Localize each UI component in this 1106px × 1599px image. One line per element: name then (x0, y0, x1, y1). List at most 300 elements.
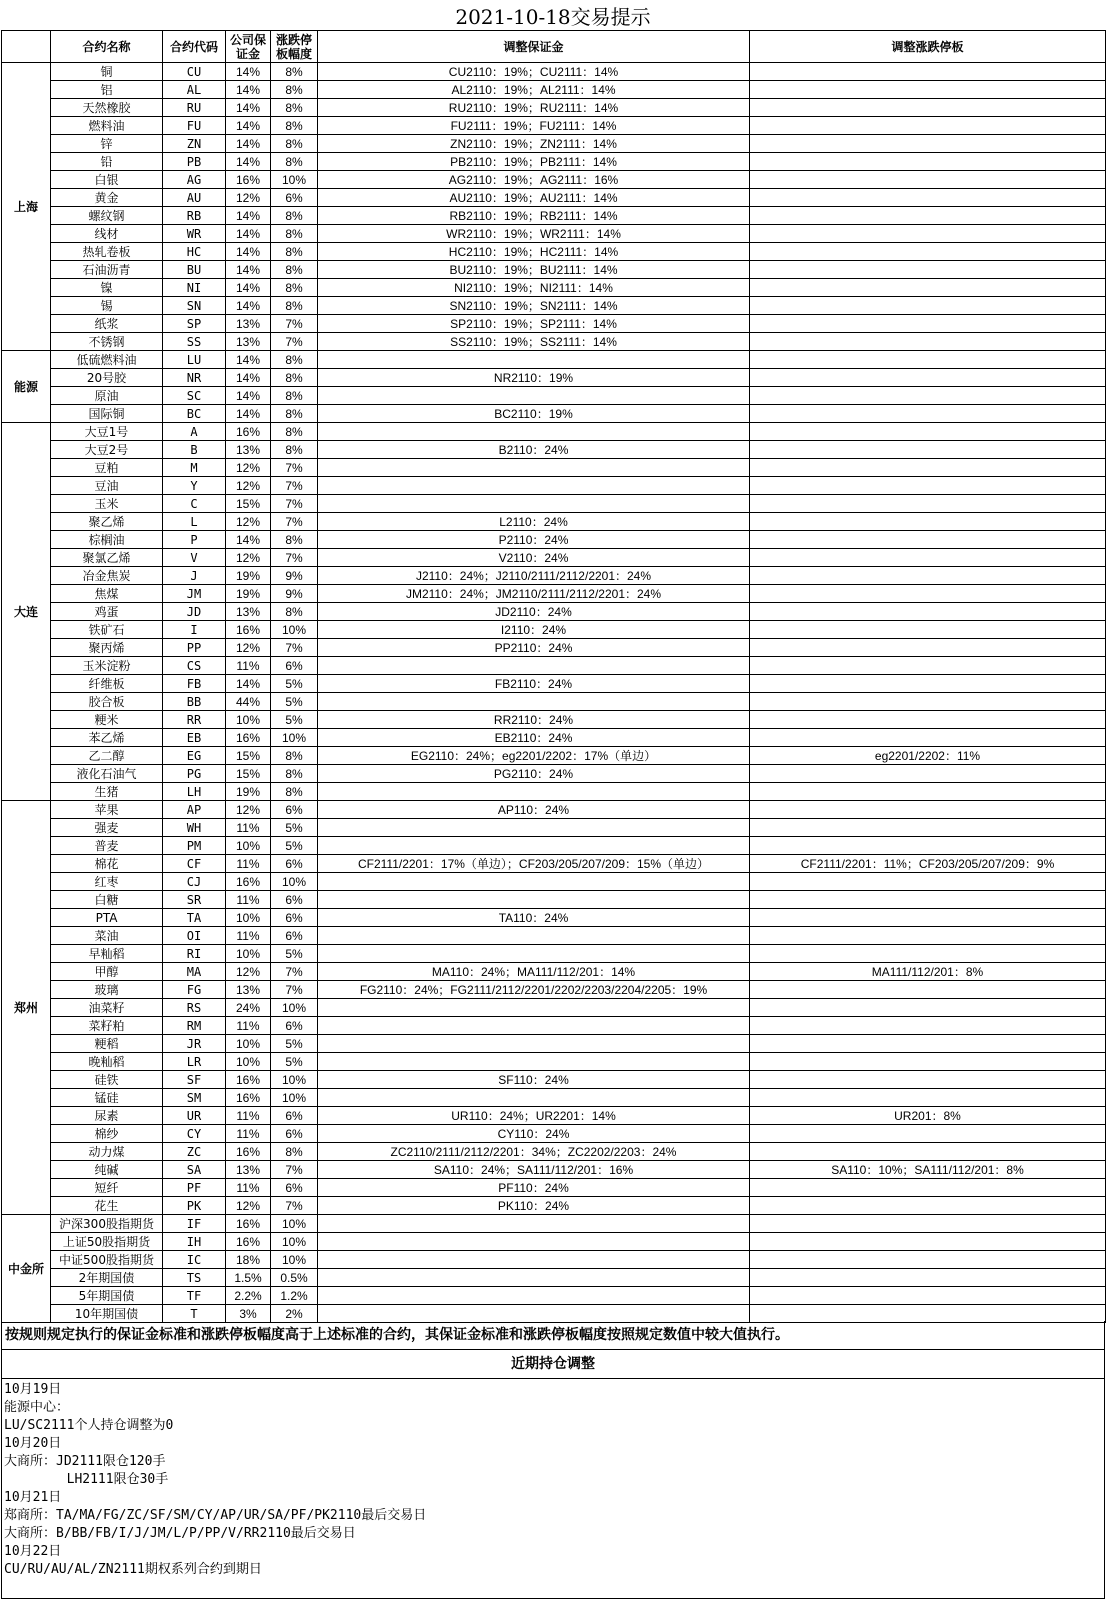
adjusted-margin-cell: JD2110：24% (318, 603, 750, 621)
contract-code-cell: CS (163, 657, 226, 675)
adjusted-margin-cell (318, 783, 750, 801)
margin-cell: 11% (226, 855, 271, 873)
adjusted-margin-cell: FU2111：19%；FU2111：14% (318, 117, 750, 135)
limit-cell: 8% (271, 387, 318, 405)
contract-code-cell: SA (163, 1161, 226, 1179)
table-row (2, 819, 1106, 837)
adjusted-limit-cell (750, 693, 1106, 711)
margin-cell: 11% (226, 1179, 271, 1197)
adjusted-limit-cell (750, 729, 1106, 747)
limit-cell: 0.5% (271, 1269, 318, 1287)
margin-cell: 16% (226, 1071, 271, 1089)
contract-code-cell: NR (163, 369, 226, 387)
table-row (2, 1251, 1106, 1269)
table-row (2, 63, 1106, 81)
contract-code-cell: IH (163, 1233, 226, 1251)
adjusted-limit-cell (750, 837, 1106, 855)
contract-code-cell: CY (163, 1125, 226, 1143)
margin-cell: 13% (226, 441, 271, 459)
table-row (2, 981, 1106, 999)
adjusted-limit-cell: CF2111/2201：11%；CF203/205/207/209：9% (750, 855, 1106, 873)
adjusted-limit-cell (750, 405, 1106, 423)
adjusted-margin-cell (318, 1089, 750, 1107)
limit-cell: 7% (271, 1197, 318, 1215)
contract-code-cell: Y (163, 477, 226, 495)
limit-cell: 7% (271, 495, 318, 513)
contract-name-cell: 铁矿石 (51, 621, 163, 639)
adjusted-margin-cell: RU2110：19%；RU2111：14% (318, 99, 750, 117)
limit-cell: 8% (271, 531, 318, 549)
table-row (2, 783, 1106, 801)
table-row (2, 1161, 1106, 1179)
adjusted-margin-cell (318, 819, 750, 837)
table-row (2, 621, 1106, 639)
adjusted-margin-cell: MA110：24%；MA111/112/201：14% (318, 963, 750, 981)
contract-code-cell: LH (163, 783, 226, 801)
contract-name-cell: 鸡蛋 (51, 603, 163, 621)
adjusted-limit-cell (750, 63, 1106, 81)
margin-cell: 10% (226, 909, 271, 927)
limit-cell: 5% (271, 693, 318, 711)
limit-cell: 7% (271, 981, 318, 999)
contract-name-cell: 尿素 (51, 1107, 163, 1125)
adjusted-limit-cell (750, 279, 1106, 297)
contract-name-cell: 螺纹钢 (51, 207, 163, 225)
limit-cell: 8% (271, 207, 318, 225)
table-row (2, 1197, 1106, 1215)
exchange-cell: 大连 (2, 423, 51, 801)
adjusted-limit-cell (750, 1233, 1106, 1251)
adjusted-margin-cell: PG2110：24% (318, 765, 750, 783)
contract-code-cell: M (163, 459, 226, 477)
limit-cell: 8% (271, 747, 318, 765)
adjusted-limit-cell (750, 351, 1106, 369)
limit-cell: 8% (271, 441, 318, 459)
table-row (2, 1179, 1106, 1197)
margin-cell: 16% (226, 171, 271, 189)
position-line: CU/RU/AU/AL/ZN2111期权系列合约到期日 (4, 1562, 262, 1577)
adjusted-limit-cell (750, 441, 1106, 459)
contract-code-cell: CU (163, 63, 226, 81)
limit-cell: 7% (271, 549, 318, 567)
contract-code-cell: NI (163, 279, 226, 297)
position-line: 能源中心： (4, 1400, 70, 1415)
contract-name-cell: 天然橡胶 (51, 99, 163, 117)
exchange-cell: 中金所 (2, 1215, 51, 1323)
table-row (2, 801, 1106, 819)
contract-name-cell: 中证500股指期货 (51, 1251, 163, 1269)
adjusted-margin-cell: V2110：24% (318, 549, 750, 567)
limit-cell: 10% (271, 873, 318, 891)
position-line: 大商所：JD2111限仓120手 (4, 1454, 166, 1469)
adjusted-margin-cell (318, 1251, 750, 1269)
table-row (2, 477, 1106, 495)
contract-code-cell: RS (163, 999, 226, 1017)
margin-cell: 14% (226, 369, 271, 387)
header-code: 合约代码 (163, 31, 226, 63)
margin-cell: 12% (226, 963, 271, 981)
margin-cell: 11% (226, 1017, 271, 1035)
contract-name-cell: 花生 (51, 1197, 163, 1215)
adjusted-margin-cell: TA110：24% (318, 909, 750, 927)
table-row (2, 639, 1106, 657)
limit-cell: 5% (271, 837, 318, 855)
table-row (2, 135, 1106, 153)
adjusted-margin-cell: B2110：24% (318, 441, 750, 459)
contract-name-cell: 红枣 (51, 873, 163, 891)
table-row (2, 81, 1106, 99)
contract-code-cell: EB (163, 729, 226, 747)
margin-cell: 12% (226, 639, 271, 657)
adjusted-limit-cell (750, 513, 1106, 531)
adjusted-margin-cell: P2110：24% (318, 531, 750, 549)
contract-name-cell: 20号胶 (51, 369, 163, 387)
contract-code-cell: SF (163, 1071, 226, 1089)
contract-name-cell: 聚丙烯 (51, 639, 163, 657)
table-row (2, 1215, 1106, 1233)
adjusted-margin-cell: AP110：24% (318, 801, 750, 819)
contract-code-cell: SR (163, 891, 226, 909)
exchange-cell: 上海 (2, 63, 51, 351)
contract-name-cell: 胶合板 (51, 693, 163, 711)
adjusted-margin-cell (318, 477, 750, 495)
table-row (2, 873, 1106, 891)
contract-name-cell: 热轧卷板 (51, 243, 163, 261)
margin-cell: 10% (226, 1035, 271, 1053)
margin-cell: 14% (226, 99, 271, 117)
table-row (2, 315, 1106, 333)
adjusted-limit-cell (750, 549, 1106, 567)
adjusted-margin-cell: BU2110：19%；BU2111：14% (318, 261, 750, 279)
table-row (2, 1071, 1106, 1089)
contract-name-cell: 硅铁 (51, 1071, 163, 1089)
margin-cell: 14% (226, 297, 271, 315)
contract-name-cell: 动力煤 (51, 1143, 163, 1161)
contract-code-cell: L (163, 513, 226, 531)
limit-cell: 10% (271, 999, 318, 1017)
margin-cell: 12% (226, 189, 271, 207)
table-row (2, 531, 1106, 549)
margin-cell: 14% (226, 81, 271, 99)
contract-name-cell: 锰硅 (51, 1089, 163, 1107)
adjusted-margin-cell: SA110：24%；SA111/112/201：16% (318, 1161, 750, 1179)
margin-cell: 13% (226, 1161, 271, 1179)
adjusted-margin-cell: WR2110：19%；WR2111：14% (318, 225, 750, 243)
contract-code-cell: WH (163, 819, 226, 837)
contract-code-cell: JR (163, 1035, 226, 1053)
adjusted-margin-cell: PP2110：24% (318, 639, 750, 657)
contract-name-cell: 焦煤 (51, 585, 163, 603)
contract-name-cell: 晚籼稻 (51, 1053, 163, 1071)
contract-name-cell: 2年期国债 (51, 1269, 163, 1287)
contract-name-cell: 纸浆 (51, 315, 163, 333)
contract-code-cell: IC (163, 1251, 226, 1269)
adjusted-limit-cell (750, 261, 1106, 279)
margin-cell: 11% (226, 819, 271, 837)
adjusted-limit-cell (750, 765, 1106, 783)
limit-cell: 10% (271, 1071, 318, 1089)
margin-cell: 13% (226, 315, 271, 333)
adjusted-limit-cell (750, 117, 1106, 135)
positions-body (1, 1379, 1105, 1599)
limit-cell: 6% (271, 909, 318, 927)
adjusted-limit-cell (750, 315, 1106, 333)
table-row (2, 423, 1106, 441)
adjusted-margin-cell (318, 387, 750, 405)
margin-cell: 44% (226, 693, 271, 711)
adjusted-margin-cell: PK110：24% (318, 1197, 750, 1215)
table-row (2, 189, 1106, 207)
adjusted-limit-cell (750, 621, 1106, 639)
adjusted-margin-cell: JM2110：24%；JM2110/2111/2112/2201：24% (318, 585, 750, 603)
contract-name-cell: 上证50股指期货 (51, 1233, 163, 1251)
contract-code-cell: IF (163, 1215, 226, 1233)
limit-cell: 8% (271, 225, 318, 243)
limit-cell: 10% (271, 1251, 318, 1269)
limit-cell: 8% (271, 423, 318, 441)
limit-cell: 5% (271, 1053, 318, 1071)
limit-cell: 8% (271, 117, 318, 135)
adjusted-margin-cell: FB2110：24% (318, 675, 750, 693)
margin-cell: 19% (226, 567, 271, 585)
position-line: LU/SC2111个人持仓调整为0 (4, 1418, 174, 1433)
contract-code-cell: BC (163, 405, 226, 423)
adjusted-margin-cell (318, 459, 750, 477)
adjusted-limit-cell (750, 1179, 1106, 1197)
adjusted-margin-cell (318, 1269, 750, 1287)
contract-name-cell: 粳稻 (51, 1035, 163, 1053)
contract-name-cell: 豆粕 (51, 459, 163, 477)
adjusted-limit-cell (750, 459, 1106, 477)
contract-name-cell: 10年期国债 (51, 1305, 163, 1323)
table-row (2, 207, 1106, 225)
margin-cell: 14% (226, 261, 271, 279)
limit-cell: 7% (271, 513, 318, 531)
limit-cell: 8% (271, 369, 318, 387)
margin-cell: 3% (226, 1305, 271, 1323)
adjusted-limit-cell: UR201：8% (750, 1107, 1106, 1125)
contract-name-cell: PTA (51, 909, 163, 927)
margin-cell: 14% (226, 405, 271, 423)
margin-cell: 14% (226, 675, 271, 693)
contract-code-cell: SP (163, 315, 226, 333)
adjusted-margin-cell (318, 1287, 750, 1305)
contract-code-cell: SM (163, 1089, 226, 1107)
adjusted-limit-cell (750, 891, 1106, 909)
limit-cell: 6% (271, 801, 318, 819)
contract-code-cell: OI (163, 927, 226, 945)
adjusted-margin-cell (318, 351, 750, 369)
contract-name-cell: 早籼稻 (51, 945, 163, 963)
table-row (2, 495, 1106, 513)
contract-name-cell: 白银 (51, 171, 163, 189)
margin-cell: 13% (226, 603, 271, 621)
adjusted-limit-cell (750, 333, 1106, 351)
limit-cell: 5% (271, 819, 318, 837)
margin-cell: 14% (226, 117, 271, 135)
adjusted-limit-cell (750, 1143, 1106, 1161)
adjusted-margin-cell: NI2110：19%；NI2111：14% (318, 279, 750, 297)
margin-cell: 14% (226, 135, 271, 153)
margin-cell: 14% (226, 531, 271, 549)
table-row (2, 567, 1106, 585)
adjusted-limit-cell (750, 477, 1106, 495)
table-row (2, 405, 1106, 423)
table-row (2, 585, 1106, 603)
contract-name-cell: 铜 (51, 63, 163, 81)
table-row (2, 117, 1106, 135)
margin-cell: 10% (226, 945, 271, 963)
adjusted-limit-cell (750, 801, 1106, 819)
limit-cell: 7% (271, 1161, 318, 1179)
adjusted-margin-cell: RB2110：19%；RB2111：14% (318, 207, 750, 225)
position-line: 10月21日 (4, 1490, 62, 1505)
margin-cell: 15% (226, 765, 271, 783)
adjusted-margin-cell (318, 1305, 750, 1323)
header-row (2, 31, 1106, 63)
adjusted-margin-cell (318, 927, 750, 945)
limit-cell: 7% (271, 963, 318, 981)
contract-code-cell: RR (163, 711, 226, 729)
contract-code-cell: SN (163, 297, 226, 315)
table-row (2, 1269, 1106, 1287)
limit-cell: 6% (271, 855, 318, 873)
contract-name-cell: 燃料油 (51, 117, 163, 135)
adjusted-margin-cell (318, 1053, 750, 1071)
adjusted-margin-cell: NR2110：19% (318, 369, 750, 387)
table-row (2, 513, 1106, 531)
adjusted-limit-cell (750, 639, 1106, 657)
contract-code-cell: LU (163, 351, 226, 369)
margin-cell: 19% (226, 585, 271, 603)
contract-name-cell: 沪深300股指期货 (51, 1215, 163, 1233)
contract-code-cell: PK (163, 1197, 226, 1215)
table-row (2, 675, 1106, 693)
limit-cell: 8% (271, 297, 318, 315)
margin-cell: 16% (226, 1215, 271, 1233)
margin-cell: 13% (226, 333, 271, 351)
contract-name-cell: 铅 (51, 153, 163, 171)
position-line: 大商所：B/BB/FB/I/J/JM/L/P/PP/V/RR2110最后交易日 (4, 1526, 356, 1541)
table-row (2, 1143, 1106, 1161)
table-row (2, 297, 1106, 315)
margin-cell: 14% (226, 351, 271, 369)
table-row (2, 1287, 1106, 1305)
adjusted-margin-cell (318, 945, 750, 963)
contract-name-cell: 菜籽粕 (51, 1017, 163, 1035)
adjusted-margin-cell: PB2110：19%；PB2111：14% (318, 153, 750, 171)
contract-name-cell: 油菜籽 (51, 999, 163, 1017)
limit-cell: 8% (271, 405, 318, 423)
adjusted-limit-cell: MA111/112/201：8% (750, 963, 1106, 981)
adjusted-limit-cell: eg2201/2202：11% (750, 747, 1106, 765)
adjusted-limit-cell (750, 171, 1106, 189)
adjusted-limit-cell (750, 1269, 1106, 1287)
margin-cell: 11% (226, 1125, 271, 1143)
contract-code-cell: SC (163, 387, 226, 405)
header-margin: 公司保证金 (226, 31, 271, 63)
adjusted-limit-cell (750, 1251, 1106, 1269)
adjusted-limit-cell (750, 819, 1106, 837)
positions-title: 近期持仓调整 (1, 1350, 1105, 1379)
position-line: 郑商所：TA/MA/FG/ZC/SF/SM/CY/AP/UR/SA/PF/PK2110最后交易日 (4, 1508, 427, 1523)
limit-cell: 8% (271, 243, 318, 261)
header-adj-margin: 调整保证金 (318, 31, 750, 63)
table-row (2, 1053, 1106, 1071)
adjusted-limit-cell (750, 135, 1106, 153)
contract-code-cell: RI (163, 945, 226, 963)
table-row (2, 657, 1106, 675)
contract-code-cell: BB (163, 693, 226, 711)
adjusted-limit-cell (750, 1125, 1106, 1143)
contract-code-cell: BU (163, 261, 226, 279)
adjusted-limit-cell (750, 423, 1106, 441)
table-row (2, 1125, 1106, 1143)
contract-code-cell: PB (163, 153, 226, 171)
adjusted-margin-cell (318, 693, 750, 711)
adjusted-margin-cell: AG2110：19%；AG2111：16% (318, 171, 750, 189)
limit-cell: 8% (271, 351, 318, 369)
margin-table (1, 30, 1106, 1323)
adjusted-margin-cell: I2110：24% (318, 621, 750, 639)
adjusted-margin-cell: FG2110：24%；FG2111/2112/2201/2202/2203/2204/2205：19% (318, 981, 750, 999)
position-line: 10月19日 (4, 1382, 62, 1397)
table-row (2, 891, 1106, 909)
adjusted-margin-cell: PF110：24% (318, 1179, 750, 1197)
margin-cell: 14% (226, 63, 271, 81)
margin-cell: 12% (226, 459, 271, 477)
adjusted-margin-cell: L2110：24% (318, 513, 750, 531)
contract-name-cell: 国际铜 (51, 405, 163, 423)
contract-code-cell: I (163, 621, 226, 639)
contract-name-cell: 粳米 (51, 711, 163, 729)
table-row (2, 1233, 1106, 1251)
adjusted-limit-cell (750, 1305, 1106, 1323)
page-title: 2021-10-18交易提示 (455, 5, 651, 29)
limit-cell: 6% (271, 1125, 318, 1143)
table-row (2, 765, 1106, 783)
adjusted-limit-cell (750, 495, 1106, 513)
contract-name-cell: 短纤 (51, 1179, 163, 1197)
adjusted-limit-cell (750, 207, 1106, 225)
limit-cell: 8% (271, 81, 318, 99)
limit-cell: 6% (271, 891, 318, 909)
margin-cell: 16% (226, 621, 271, 639)
limit-cell: 5% (271, 1035, 318, 1053)
adjusted-limit-cell (750, 873, 1106, 891)
adjusted-limit-cell (750, 567, 1106, 585)
contract-code-cell: RB (163, 207, 226, 225)
adjusted-limit-cell (750, 243, 1106, 261)
adjusted-margin-cell: RR2110：24% (318, 711, 750, 729)
margin-cell: 10% (226, 711, 271, 729)
table-row (2, 441, 1106, 459)
margin-cell: 15% (226, 495, 271, 513)
limit-cell: 9% (271, 567, 318, 585)
margin-cell: 11% (226, 891, 271, 909)
margin-cell: 16% (226, 423, 271, 441)
adjusted-margin-cell: EB2110：24% (318, 729, 750, 747)
adjusted-margin-cell: AL2110：19%；AL2111：14% (318, 81, 750, 99)
contract-name-cell: 石油沥青 (51, 261, 163, 279)
limit-cell: 7% (271, 333, 318, 351)
limit-cell: 6% (271, 657, 318, 675)
contract-name-cell: 棉纱 (51, 1125, 163, 1143)
contract-code-cell: HC (163, 243, 226, 261)
contract-name-cell: 甲醇 (51, 963, 163, 981)
contract-code-cell: PG (163, 765, 226, 783)
limit-cell: 7% (271, 315, 318, 333)
